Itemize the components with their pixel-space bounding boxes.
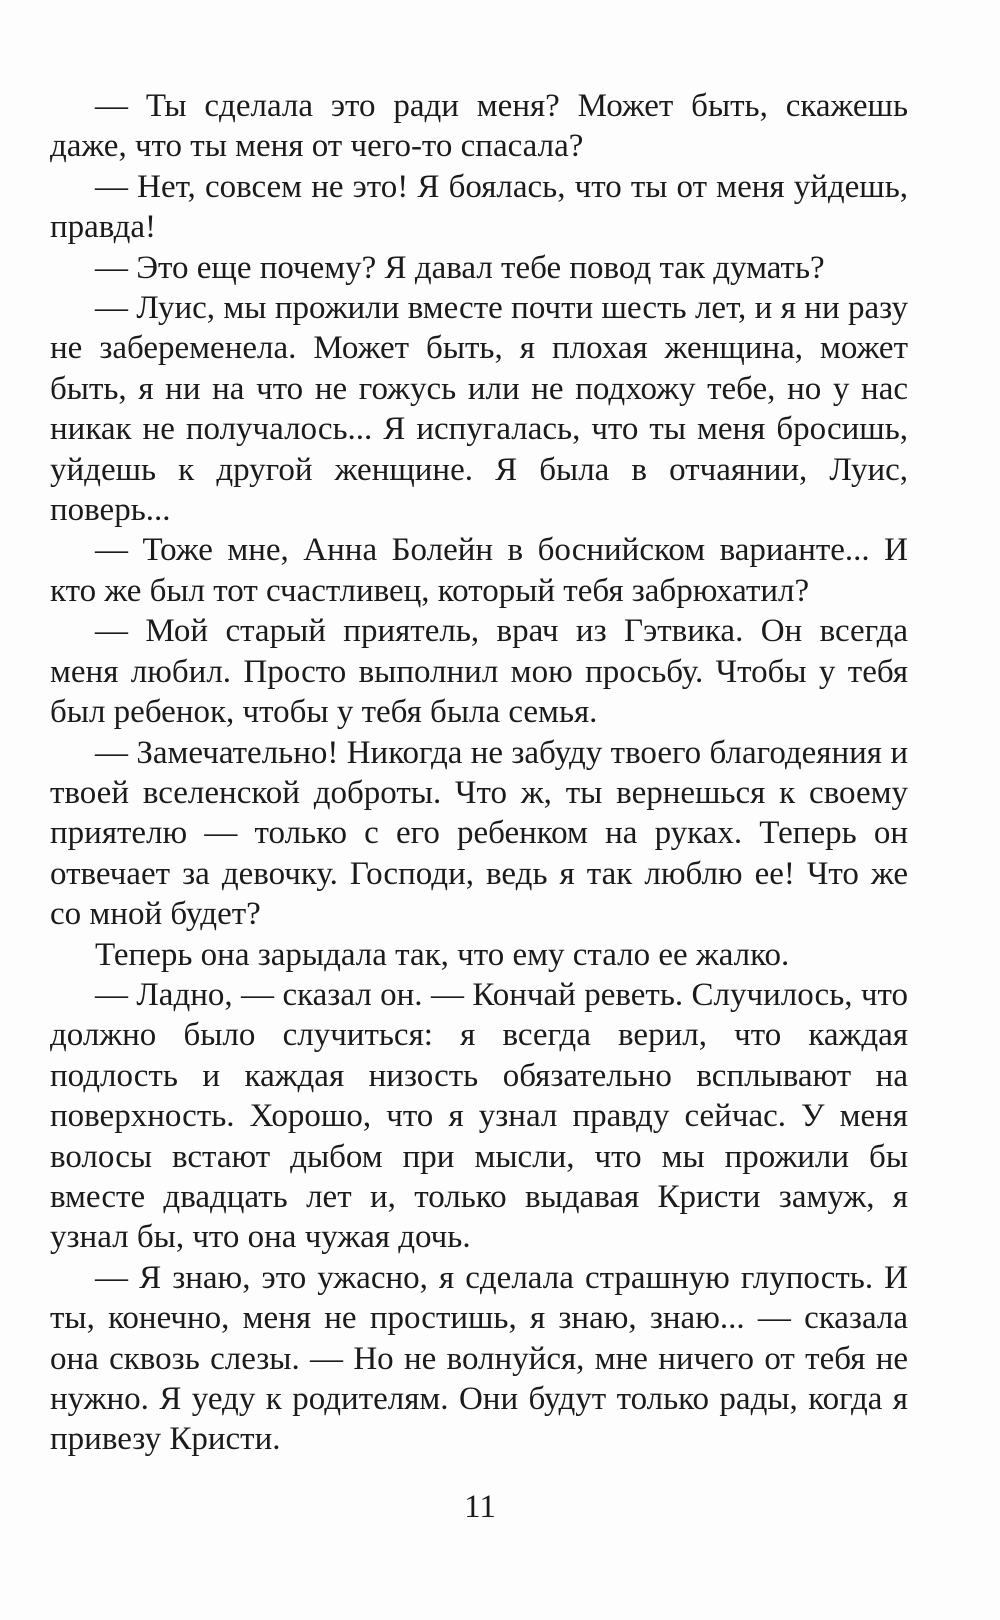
paragraph-5: — Тоже мне, Анна Болейн в боснийском варианте... И кто же был тот счастливец, который тебя забрюхатил? (50, 532, 908, 609)
paragraph-1: — Ты сделала это ради меня? Может быть, скажешь даже, что ты меня от чего-то спасала? (50, 88, 908, 165)
paragraph-6: — Мой старый приятель, врач из Гэтвика. Он всегда меня любил. Просто выполнил мою просьбу. Чтобы у тебя был ребенок, чтобы у тебя была семья. (50, 613, 908, 731)
paragraph-7: — Замечательно! Никогда не забуду твоего благодеяния и твоей вселенской доброты. Что ж, ты вернешься к своему приятелю — только с его ребенком на руках. Теперь он отвечает за девочку. Господи, ведь я так люблю ее! Что же со мной будет? (50, 734, 908, 933)
page-number: 11 (464, 1489, 496, 1525)
body-text (50, 86, 908, 1460)
paragraph-4: — Луис, мы прожили вместе почти шесть лет, и я ни разу не забеременела. Может быть, я плохая женщина, может быть, я ни на что не гожусь или не подхожу тебе, но у нас никак не получалось... Я испугалась, что ты меня бросишь, уйдешь к другой женщине. Я была в отчаянии, Луис, поверь... (50, 290, 908, 529)
paragraph-2: — Нет, совсем не это! Я боялась, что ты от меня уйдешь, правда! (50, 168, 908, 246)
paragraph-10: — Я знаю, это ужасно, я сделала страшную глупость. И ты, конечно, меня не простишь, я знаю, знаю... — сказала она сквозь слезы. — Но не волнуйся, мне ничего от тебя не нужно. Я уеду к родителям. Они будут только рады, когда я привезу Кристи. (50, 1259, 908, 1458)
paragraph-3: — Это еще почему? Я давал тебе повод так думать? (95, 249, 825, 286)
paragraph-8: Теперь она зарыдала так, что ему стало ее жалко. (95, 936, 790, 973)
paragraph-9: — Ладно, — сказал он. — Кончай реветь. Случилось, что должно было случиться: я всегда верил, что каждая подлость и каждая низость обязательно всплывают на поверхность. Хорошо, что я узнал правду сейчас. У меня волосы встают дыбом при мысли, что мы прожили бы вместе двадцать лет и, только выдавая Кристи замуж, я узнал бы, что она чужая дочь. (50, 976, 908, 1256)
